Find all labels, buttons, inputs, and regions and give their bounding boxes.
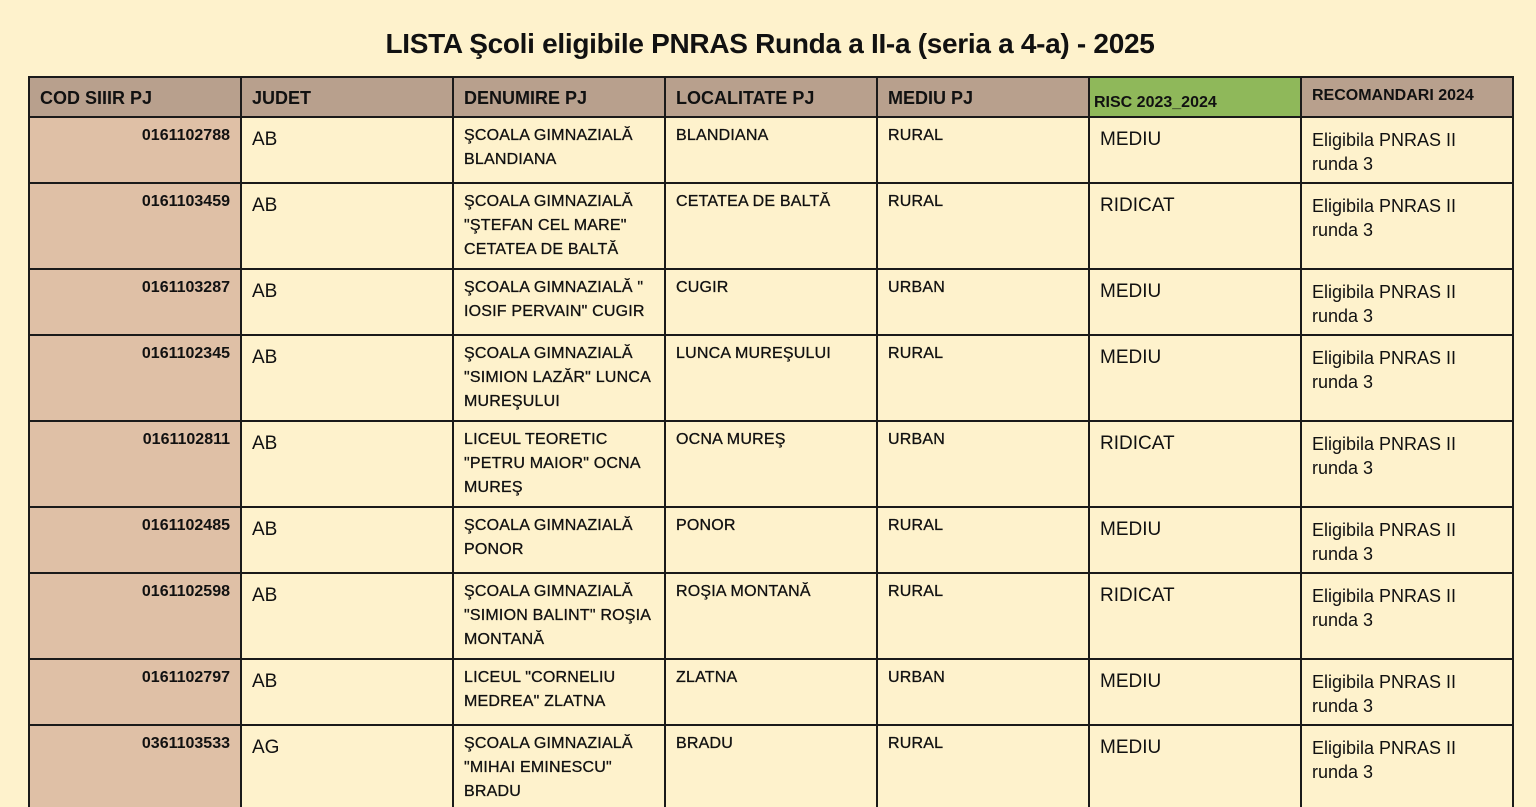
denumire-cell (453, 725, 665, 807)
judet-cell-text: AB (252, 195, 278, 216)
cod-cell (29, 335, 241, 421)
recomandari-cell (1301, 421, 1513, 507)
judet-cell-text: AB (252, 585, 278, 606)
recomandari-cell-text: Eligibila PNRAS II runda 3 (1312, 130, 1457, 174)
judet-cell (241, 335, 453, 421)
table-row (29, 659, 1513, 725)
risc-cell (1089, 725, 1301, 807)
denumire-cell (453, 573, 665, 659)
judet-cell (241, 269, 453, 335)
localitate-cell-text: OCNA MUREŞ (676, 431, 786, 448)
localitate-cell-text: CUGIR (676, 279, 729, 296)
header-denumire: DENUMIRE PJ (453, 77, 665, 117)
risc-cell-text: MEDIU (1100, 737, 1162, 758)
denumire-cell-text: ŞCOALA GIMNAZIALĂ "SIMION LAZĂR" LUNCA MUREŞULUI (464, 345, 651, 410)
mediu-cell-text: RURAL (888, 193, 944, 210)
mediu-cell-text: RURAL (888, 127, 944, 144)
risc-cell (1089, 269, 1301, 335)
denumire-cell (453, 507, 665, 573)
cod-cell (29, 725, 241, 807)
recomandari-cell (1301, 573, 1513, 659)
localitate-cell-text: LUNCA MUREŞULUI (676, 345, 832, 362)
recomandari-cell-text: Eligibila PNRAS II runda 3 (1312, 282, 1457, 326)
header-recomandari: RECOMANDARI 2024 (1301, 77, 1513, 117)
denumire-cell-text: ŞCOALA GIMNAZIALĂ BLANDIANA (464, 127, 633, 168)
cod-cell (29, 507, 241, 573)
header-row (29, 77, 1513, 117)
localitate-cell-text: PONOR (676, 517, 736, 534)
table-row (29, 573, 1513, 659)
judet-cell (241, 507, 453, 573)
localitate-cell (665, 117, 877, 183)
judet-cell-text: AB (252, 671, 278, 692)
header-risc: RISC 2023_2024 (1089, 77, 1301, 117)
localitate-cell (665, 335, 877, 421)
cod-cell-text: 0161102485 (141, 517, 230, 534)
judet-cell-text: AB (252, 433, 278, 454)
recomandari-cell-text: Eligibila PNRAS II runda 3 (1312, 672, 1457, 716)
recomandari-cell (1301, 335, 1513, 421)
risc-cell (1089, 573, 1301, 659)
recomandari-cell-text: Eligibila PNRAS II runda 3 (1312, 348, 1457, 392)
mediu-cell-text: URBAN (888, 279, 946, 296)
denumire-cell-text: ŞCOALA GIMNAZIALĂ "SIMION BALINT" ROŞIA MONTANĂ (464, 583, 651, 648)
judet-cell-text: AB (252, 281, 278, 302)
table-row (29, 269, 1513, 335)
cod-cell-text: 0161102797 (141, 669, 230, 686)
mediu-cell (877, 269, 1089, 335)
cod-cell (29, 421, 241, 507)
mediu-cell (877, 183, 1089, 269)
risc-cell-text: RIDICAT (1100, 585, 1175, 606)
judet-cell (241, 117, 453, 183)
recomandari-cell-text: Eligibila PNRAS II runda 3 (1312, 520, 1457, 564)
mediu-cell-text: RURAL (888, 735, 944, 752)
table-body (29, 117, 1513, 807)
risc-cell (1089, 421, 1301, 507)
localitate-cell (665, 421, 877, 507)
cod-cell-text: 0161102811 (142, 431, 230, 448)
denumire-cell-text: LICEUL TEORETIC "PETRU MAIOR" OCNA MUREŞ (464, 431, 640, 496)
table-row (29, 117, 1513, 183)
localitate-cell (665, 659, 877, 725)
cod-cell (29, 659, 241, 725)
header-mediu: MEDIU PJ (877, 77, 1089, 117)
table-row (29, 335, 1513, 421)
risc-cell-text: RIDICAT (1100, 195, 1175, 216)
mediu-cell (877, 117, 1089, 183)
recomandari-cell (1301, 269, 1513, 335)
denumire-cell (453, 183, 665, 269)
cod-cell-text: 0161102788 (141, 127, 230, 144)
localitate-cell (665, 573, 877, 659)
recomandari-cell-text: Eligibila PNRAS II runda 3 (1312, 434, 1457, 478)
localitate-cell-text: BLANDIANA (676, 127, 769, 144)
localitate-cell-text: CETATEA DE BALTĂ (676, 193, 831, 210)
localitate-cell-text: ZLATNA (676, 669, 738, 686)
denumire-cell (453, 117, 665, 183)
risc-cell-text: MEDIU (1100, 347, 1162, 368)
risc-cell-text: MEDIU (1100, 129, 1162, 150)
recomandari-cell (1301, 183, 1513, 269)
denumire-cell-text: ŞCOALA GIMNAZIALĂ "ŞTEFAN CEL MARE" CETATEA DE BALTĂ (464, 193, 633, 258)
judet-cell-text: AB (252, 347, 278, 368)
recomandari-cell (1301, 117, 1513, 183)
cod-cell-text: 0161103459 (141, 193, 230, 210)
risc-cell-text: MEDIU (1100, 281, 1162, 302)
judet-cell (241, 421, 453, 507)
recomandari-cell-text: Eligibila PNRAS II runda 3 (1312, 196, 1457, 240)
denumire-cell-text: LICEUL "CORNELIU MEDREA" ZLATNA (464, 669, 616, 710)
risc-cell (1089, 335, 1301, 421)
judet-cell (241, 573, 453, 659)
judet-cell (241, 659, 453, 725)
mediu-cell (877, 421, 1089, 507)
judet-cell-text: AG (252, 737, 280, 758)
mediu-cell-text: RURAL (888, 345, 944, 362)
document-title: LISTA Şcoli eligibile PNRAS Runda a II-a (seria a 4-a) - 2025 (385, 28, 1155, 59)
judet-cell-text: AB (252, 129, 278, 150)
cod-cell (29, 183, 241, 269)
cod-cell-text: 0361103533 (141, 735, 230, 752)
risc-cell (1089, 117, 1301, 183)
recomandari-cell-text: Eligibila PNRAS II runda 3 (1312, 586, 1457, 630)
judet-cell (241, 725, 453, 807)
cod-cell (29, 573, 241, 659)
localitate-cell (665, 725, 877, 807)
judet-cell-text: AB (252, 519, 278, 540)
denumire-cell-text: ŞCOALA GIMNAZIALĂ " IOSIF PERVAIN" CUGIR (464, 279, 645, 320)
risc-cell-text: MEDIU (1100, 519, 1162, 540)
header-localitate: LOCALITATE PJ (665, 77, 877, 117)
table-row (29, 421, 1513, 507)
cod-cell (29, 117, 241, 183)
mediu-cell (877, 335, 1089, 421)
denumire-cell (453, 335, 665, 421)
denumire-cell (453, 659, 665, 725)
mediu-cell (877, 725, 1089, 807)
table-row (29, 507, 1513, 573)
schools-table (28, 76, 1514, 807)
table-row (29, 725, 1513, 807)
risc-cell (1089, 507, 1301, 573)
mediu-cell-text: RURAL (888, 517, 944, 534)
denumire-cell (453, 421, 665, 507)
risc-cell (1089, 183, 1301, 269)
cod-cell-text: 0161102598 (141, 583, 230, 600)
table-row (29, 183, 1513, 269)
denumire-cell-text: ŞCOALA GIMNAZIALĂ PONOR (464, 517, 633, 558)
localitate-cell-text: ROŞIA MONTANĂ (676, 583, 811, 600)
cod-cell (29, 269, 241, 335)
mediu-cell (877, 573, 1089, 659)
risc-cell (1089, 659, 1301, 725)
localitate-cell (665, 183, 877, 269)
risc-cell-text: MEDIU (1100, 671, 1162, 692)
judet-cell (241, 183, 453, 269)
localitate-cell (665, 269, 877, 335)
mediu-cell-text: URBAN (888, 431, 946, 448)
header-judet: JUDET (241, 77, 453, 117)
localitate-cell-text: BRADU (676, 735, 734, 752)
recomandari-cell (1301, 725, 1513, 807)
mediu-cell-text: URBAN (888, 669, 946, 686)
mediu-cell (877, 507, 1089, 573)
mediu-cell-text: RURAL (888, 583, 944, 600)
recomandari-cell (1301, 507, 1513, 573)
localitate-cell (665, 507, 877, 573)
mediu-cell (877, 659, 1089, 725)
cod-cell-text: 0161102345 (141, 345, 230, 362)
risc-cell-text: RIDICAT (1100, 433, 1175, 454)
recomandari-cell-text: Eligibila PNRAS II runda 3 (1312, 738, 1457, 782)
header-cod: COD SIIIR PJ (29, 77, 241, 117)
denumire-cell (453, 269, 665, 335)
recomandari-cell (1301, 659, 1513, 725)
cod-cell-text: 0161103287 (141, 279, 230, 296)
denumire-cell-text: ŞCOALA GIMNAZIALĂ "MIHAI EMINESCU" BRADU (464, 735, 633, 800)
